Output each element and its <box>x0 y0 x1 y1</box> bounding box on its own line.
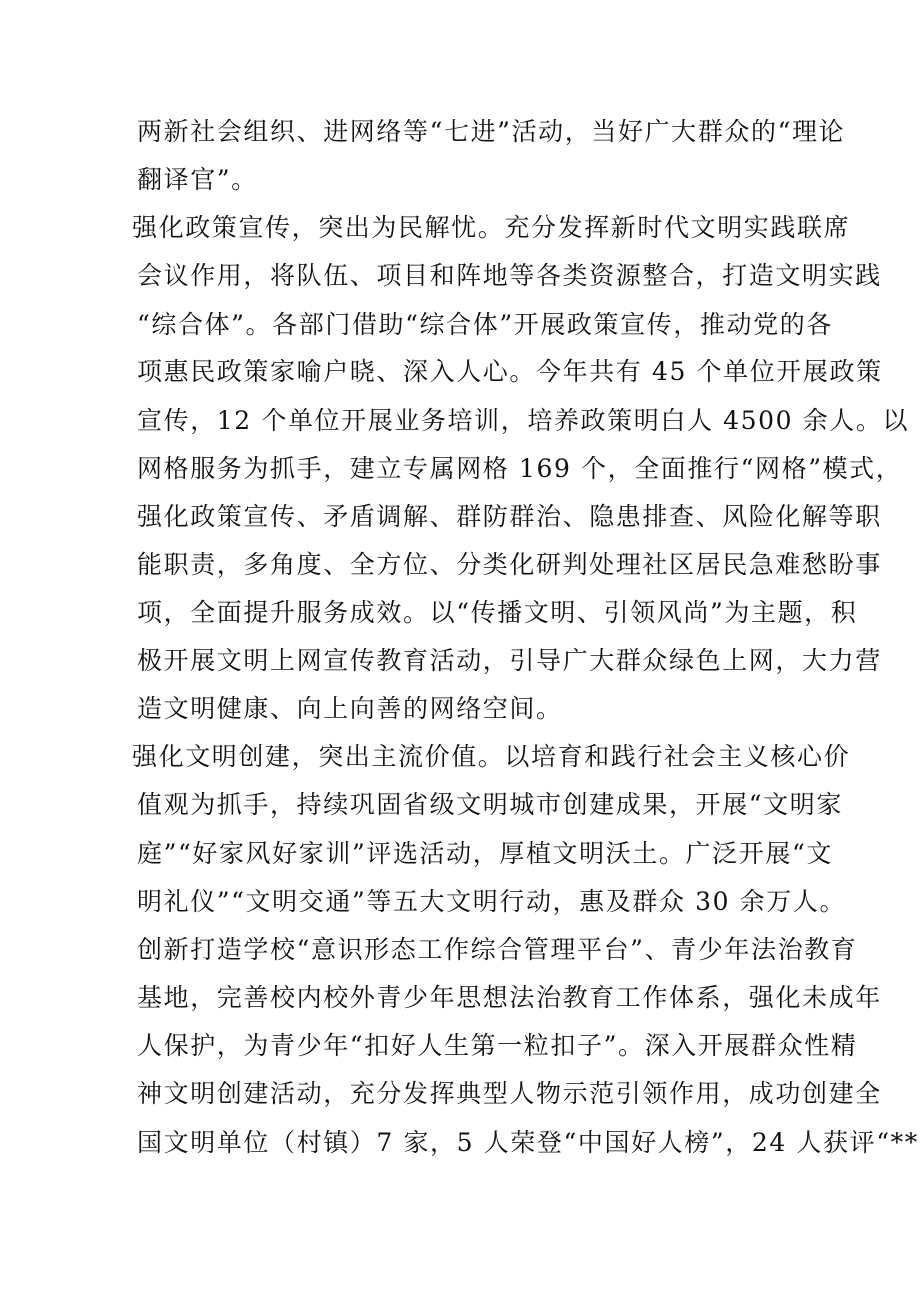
text-line: 神文明创建活动，充分发挥典型人物示范引领作用，成功创建全 <box>137 1079 882 1108</box>
text-line: 项惠民政策家喻户晓、深入人心。今年共有 45 个单位开展政策 <box>137 357 883 386</box>
text-line: 网格服务为抓手，建立专属网格 169 个，全面推行“网格”模式， <box>137 454 903 483</box>
text-line: 人保护，为青少年“扣好人生第一粒扣子”。深入开展群众性精 <box>137 1031 858 1060</box>
text-line: 会议作用，将队伍、项目和阵地等各类资源整合，打造文明实践 <box>137 261 882 290</box>
text-line: 宣传，12 个单位开展业务培训，培养政策明白人 4500 余人。以 <box>137 406 910 435</box>
text-line: 明礼仪”“文明交通”等五大文明行动，惠及群众 30 余万人。 <box>137 887 847 916</box>
text-line: 庭”“好家风好家训”评选活动，厚植文明沃土。广泛开展“文 <box>137 839 833 868</box>
text-line: 值观为抓手，持续巩固省级文明城市创建成果，开展“文明家 <box>137 790 843 819</box>
paragraph-start-line: 强化文明创建，突出主流价值。以培育和践行社会主义核心价 <box>132 742 851 771</box>
text-line: 两新社会组织、进网络等“七进”活动，当好广大群众的“理论 <box>137 117 846 146</box>
text-line: 项，全面提升服务成效。以“传播文明、引领风尚”为主题，积 <box>137 598 858 627</box>
text-line: 极开展文明上网宣传教育活动，引导广大群众绿色上网，大力营 <box>137 646 882 675</box>
text-line: 强化政策宣传、矛盾调解、群防群治、隐患排查、风险化解等职 <box>137 502 882 531</box>
text-line: “综合体”。各部门借助“综合体”开展政策宣传，推动党的各 <box>137 310 833 339</box>
text-line: 造文明健康、向上向善的网络空间。 <box>137 694 563 723</box>
text-line: 能职责，多角度、全方位、分类化研判处理社区居民急难愁盼事 <box>137 550 882 579</box>
text-line: 翻译官”。 <box>137 165 258 194</box>
paragraph-start-line: 强化政策宣传，突出为民解忧。充分发挥新时代文明实践联席 <box>132 213 851 242</box>
text-line: 基地，完善校内校外青少年思想法治教育工作体系，强化未成年 <box>137 983 882 1012</box>
text-line: 创新打造学校“意识形态工作综合管理平台”、青少年法治教育 <box>137 935 858 964</box>
text-line: 国文明单位（村镇）7 家，5 人荣登“中国好人榜”，24 人获评“** <box>137 1128 919 1157</box>
